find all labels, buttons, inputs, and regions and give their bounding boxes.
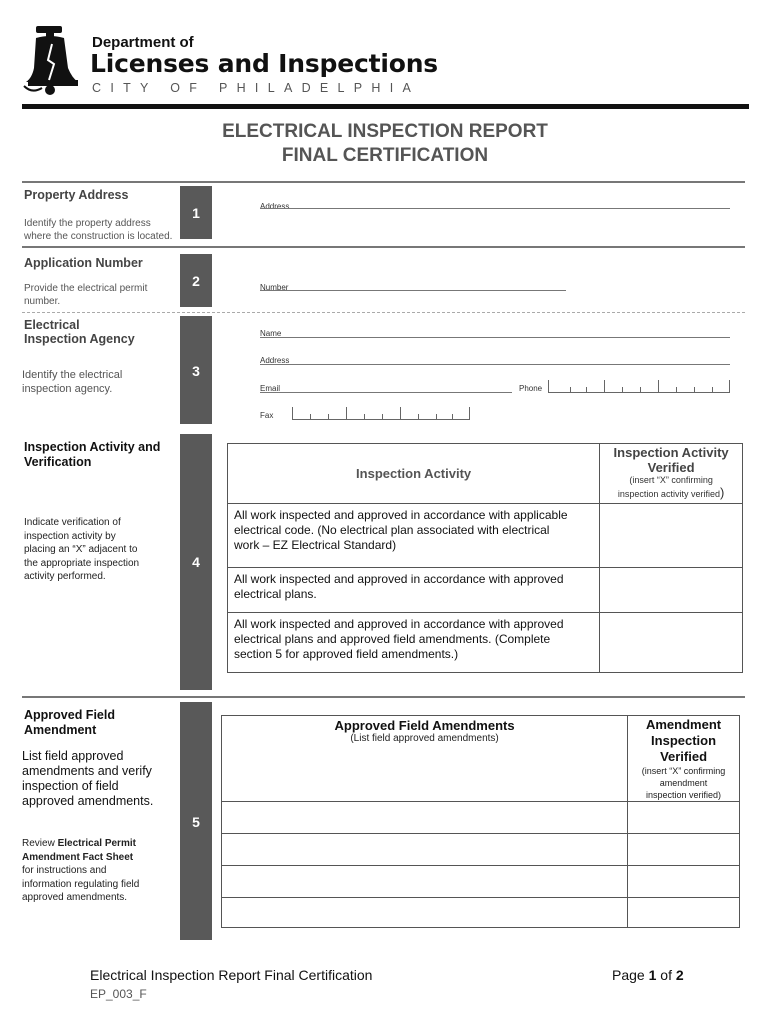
table-row bbox=[222, 866, 740, 898]
fax-field[interactable] bbox=[292, 407, 470, 420]
table-row bbox=[222, 834, 740, 866]
report-title: ELECTRICAL INSPECTION REPORT bbox=[222, 121, 548, 142]
fax-label: Fax bbox=[260, 411, 274, 420]
activity-cell: All work inspected and approved in accordance with approved electrical plans and approved field amendments. (Complete section 5 for approved field amendments.) bbox=[228, 613, 600, 673]
agency-name-label: Name bbox=[260, 329, 282, 338]
table-row bbox=[228, 613, 743, 673]
amendment-entry-cell[interactable] bbox=[222, 834, 628, 866]
inspection-activity-table bbox=[227, 443, 743, 673]
activity-cell: All work inspected and approved in accordance with approved electrical plans. bbox=[228, 568, 600, 613]
section4-desc: Indicate verification of inspection activity by placing an “X” adjacent to the appropriate inspection activity performed. bbox=[24, 517, 140, 582]
city-name: CITY OF PHILADELPHIA bbox=[92, 81, 421, 95]
section2-number: 2 bbox=[180, 254, 212, 307]
section1-desc: Identify the property address where the construction is located. bbox=[24, 218, 173, 242]
table-row bbox=[228, 568, 743, 613]
section5-number: 5 bbox=[180, 702, 212, 940]
activity-cell: All work inspected and approved in accordance with applicable electrical code. (No electrical plan associated with electrical work – EZ Electrical Standard) bbox=[228, 504, 600, 568]
section2-desc: Provide the electrical permit number. bbox=[24, 283, 148, 307]
section3-desc: Identify the electrical inspection agency. bbox=[22, 369, 123, 395]
number-label: Number bbox=[260, 283, 289, 292]
agency-name-field[interactable] bbox=[260, 337, 730, 338]
agency-address-field[interactable] bbox=[260, 364, 730, 365]
department-label: Department of bbox=[92, 34, 194, 51]
section3-number: 3 bbox=[180, 316, 212, 424]
verified-column-header: Inspection Activity Verified (insert “X” confirming inspection activity verified) bbox=[600, 444, 743, 504]
amendment-entry-cell[interactable] bbox=[222, 898, 628, 928]
amendment-verified-column-header: Amendment Inspection Verified (insert “X” confirming amendment inspection verified) bbox=[628, 716, 740, 802]
footer-document-title: Electrical Inspection Report Final Certification bbox=[90, 967, 373, 983]
footer-form-code: EP_003_F bbox=[90, 987, 147, 1001]
amendment-verified-cell[interactable] bbox=[628, 834, 740, 866]
address-label: Address bbox=[260, 202, 290, 211]
section4-title: Inspection Activity and Verification bbox=[24, 440, 161, 469]
section5-desc: List field approved amendments and verify inspection of field approved amendments. bbox=[22, 749, 154, 808]
number-field[interactable] bbox=[260, 290, 566, 291]
divider bbox=[22, 181, 745, 183]
section1-number: 1 bbox=[180, 186, 212, 239]
amendments-column-header: Approved Field Amendments (List field approved amendments) bbox=[222, 716, 628, 802]
verified-checkbox-cell[interactable] bbox=[600, 504, 743, 568]
phone-label: Phone bbox=[519, 384, 543, 393]
section4-number: 4 bbox=[180, 434, 212, 690]
header-rule bbox=[22, 104, 749, 109]
address-field[interactable] bbox=[260, 208, 730, 209]
field-amendments-table bbox=[221, 715, 740, 928]
amendment-verified-cell[interactable] bbox=[628, 866, 740, 898]
liberty-bell-logo bbox=[22, 24, 84, 96]
table-row bbox=[222, 802, 740, 834]
email-label: Email bbox=[260, 384, 281, 393]
divider bbox=[22, 696, 745, 698]
table-row bbox=[222, 898, 740, 928]
amendment-verified-cell[interactable] bbox=[628, 898, 740, 928]
verified-checkbox-cell[interactable] bbox=[600, 613, 743, 673]
divider bbox=[22, 312, 745, 313]
report-subtitle: FINAL CERTIFICATION bbox=[281, 145, 489, 166]
agency-address-label: Address bbox=[260, 356, 290, 365]
section3-title: Electrical Inspection Agency bbox=[24, 318, 135, 346]
phone-field[interactable] bbox=[548, 380, 730, 393]
amendment-verified-cell[interactable] bbox=[628, 802, 740, 834]
section2-title: Application Number bbox=[24, 256, 143, 270]
activity-column-header: Inspection Activity bbox=[228, 444, 600, 504]
section5-title: Approved Field Amendment bbox=[24, 708, 115, 737]
amendment-entry-cell[interactable] bbox=[222, 866, 628, 898]
divider bbox=[22, 246, 745, 248]
amendment-entry-cell[interactable] bbox=[222, 802, 628, 834]
table-row bbox=[228, 504, 743, 568]
email-field[interactable] bbox=[260, 392, 512, 393]
verified-checkbox-cell[interactable] bbox=[600, 568, 743, 613]
section1-title: Property Address bbox=[24, 188, 129, 202]
footer-page-number: Page 1 of 2 bbox=[612, 967, 684, 983]
office-name: Licenses and Inspections bbox=[90, 49, 438, 78]
section5-review-note: Review Electrical Permit Amendment Fact Sheet for instructions and information regulating field approved amendments. bbox=[22, 838, 140, 903]
